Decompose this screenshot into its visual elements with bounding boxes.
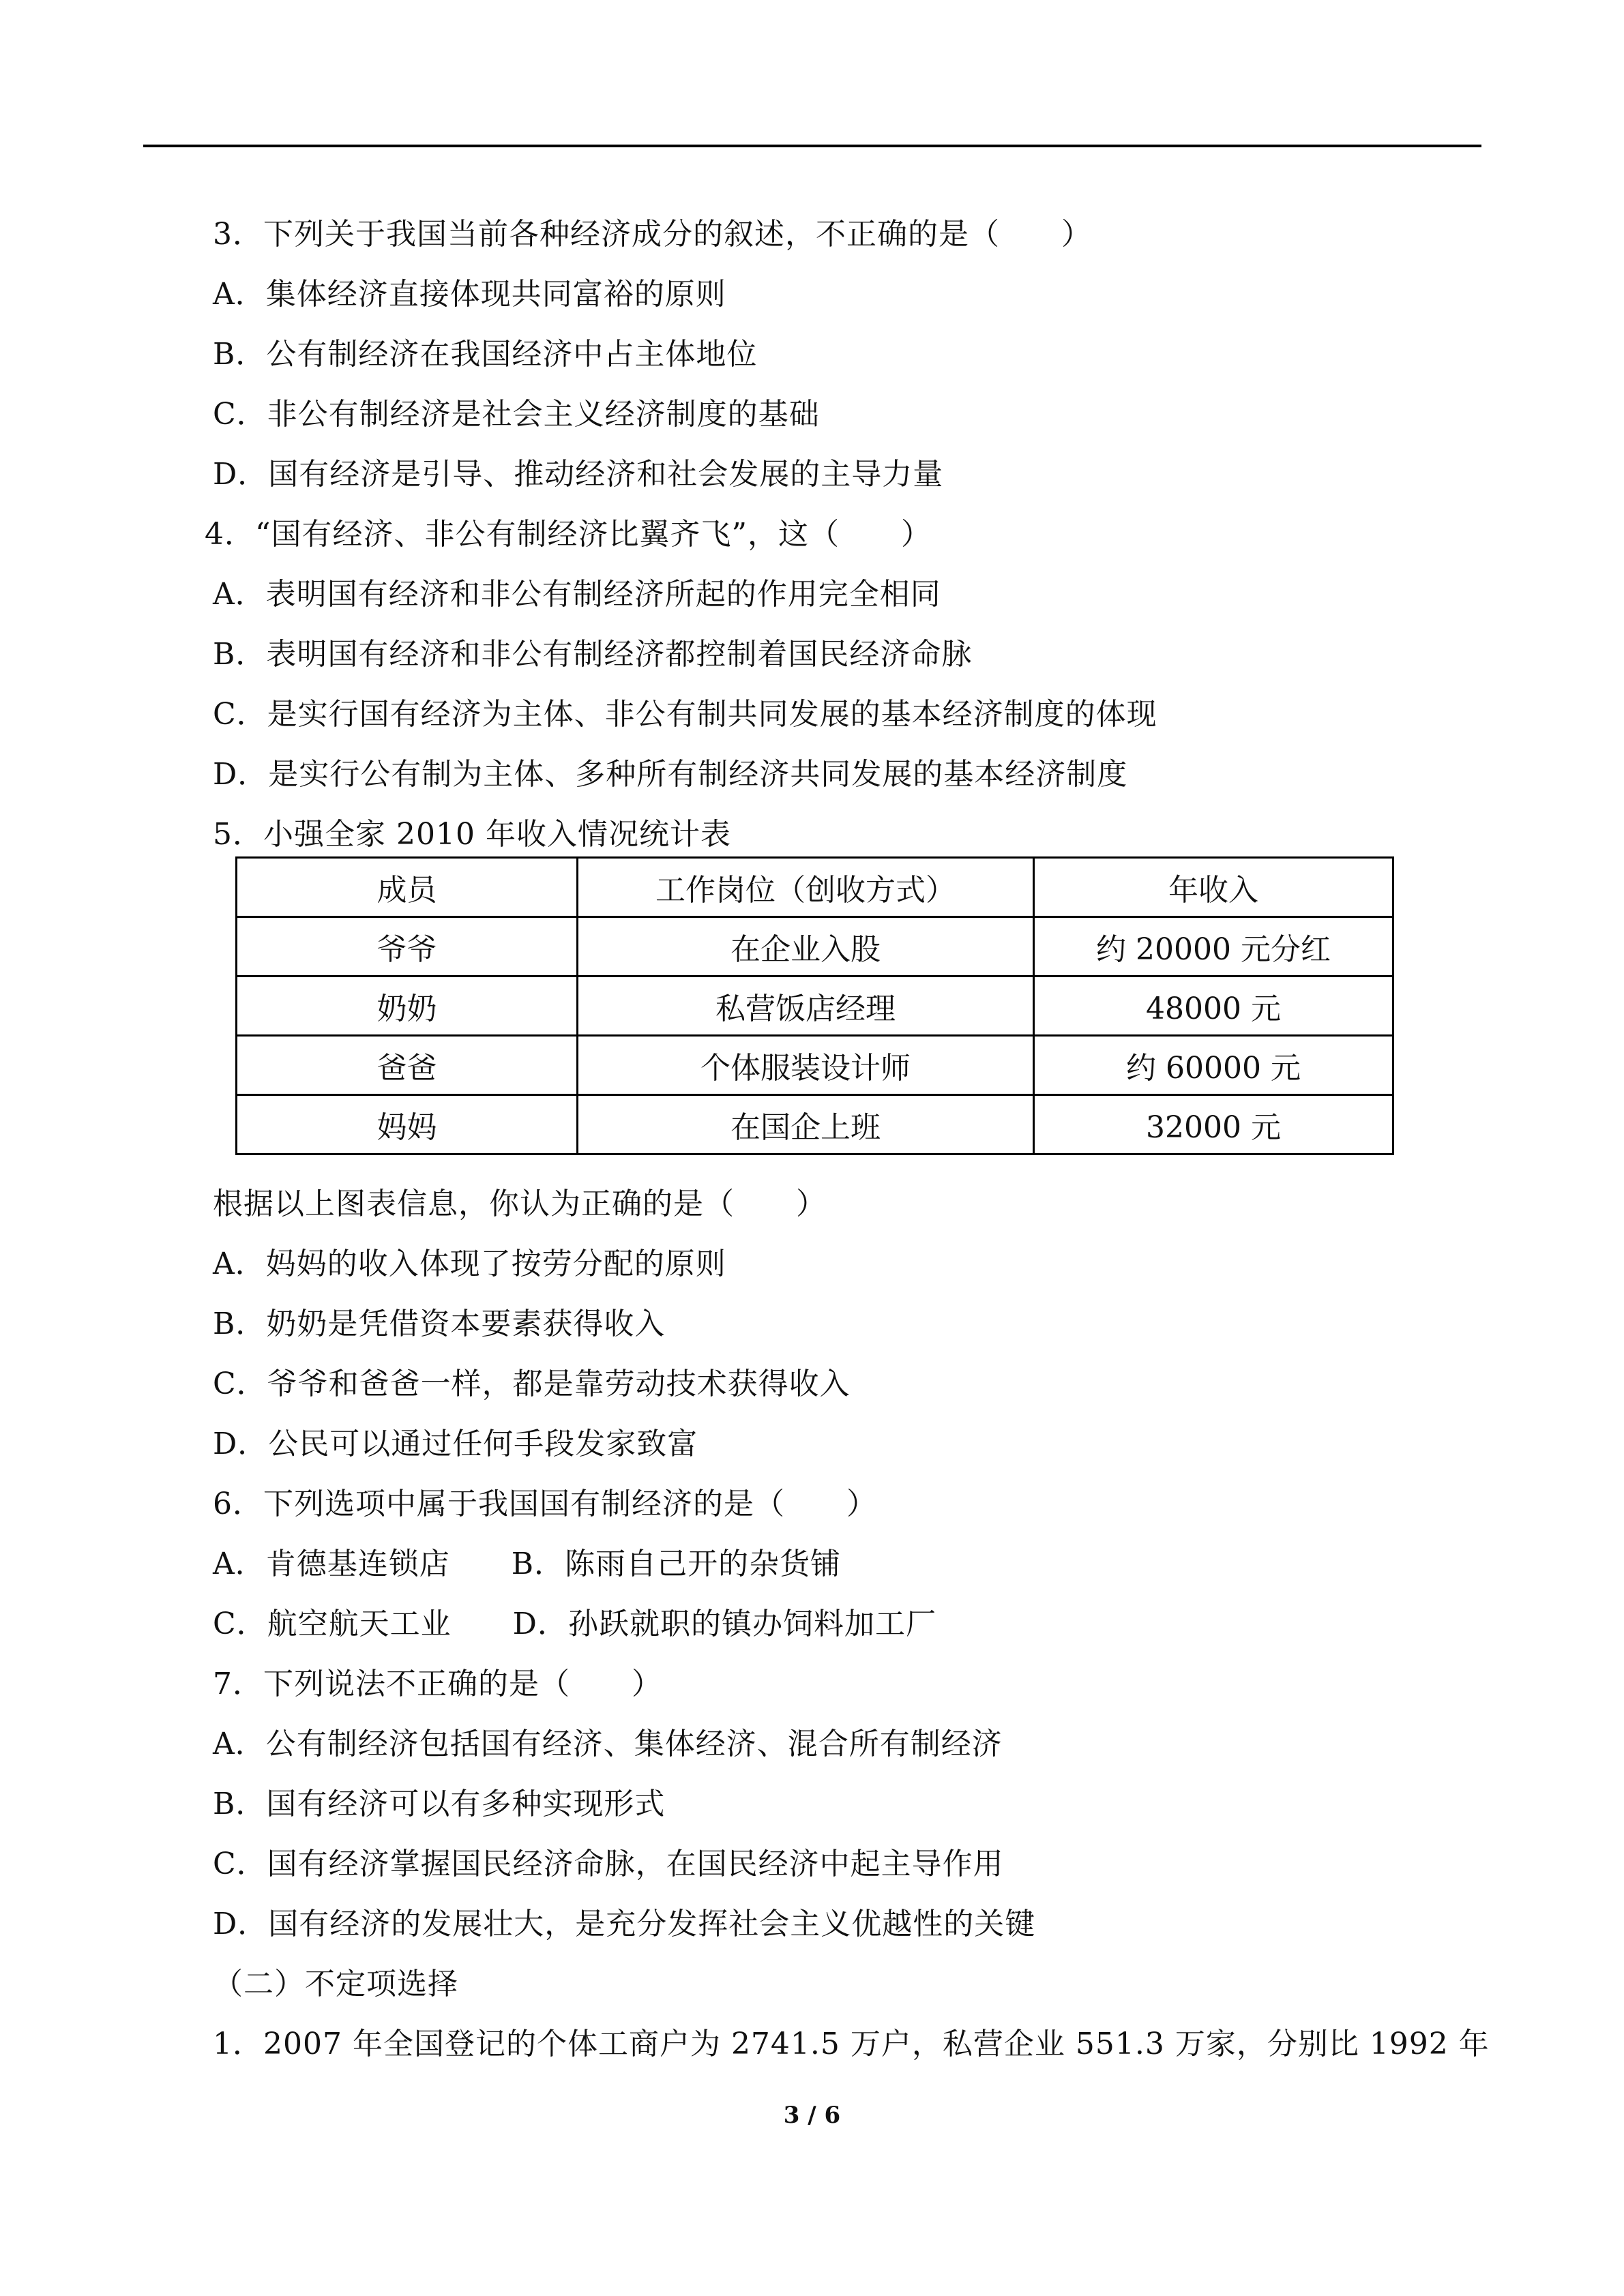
table-cell: 约 60000 元 [1034,1036,1393,1095]
table-header-cell: 年收入 [1034,858,1393,917]
table-cell: 约 20000 元分红 [1034,917,1393,976]
table-cell: 32000 元 [1034,1095,1393,1154]
q5-question: 根据以上图表信息，你认为正确的是（ ） [213,1187,827,1221]
income-table [235,856,1394,1155]
table-cell: 在企业入股 [578,917,1034,976]
table-cell: 私营饭店经理 [578,976,1034,1036]
q4-option-d: D．是实行公有制为主体、多种所有制经济共同发展的基本经济制度 [213,757,1128,792]
q4-option-b: B．表明国有经济和非公有制经济都控制着国民经济命脉 [213,637,973,672]
q5-option-c: C．爷爷和爸爸一样，都是靠劳动技术获得收入 [213,1367,851,1401]
q7-option-c: C．国有经济掌握国民经济命脉，在国民经济中起主导作用 [213,1847,1004,1881]
q6-options-ab: A．肯德基连锁店 B．陈雨自己开的杂货铺 [213,1547,842,1581]
q7-stem: 7．下列说法不正确的是（ ） [213,1667,662,1701]
table-header-row [237,858,1393,917]
q6-options-cd: C．航空航天工业 D．孙跃就职的镇办饲料加工厂 [213,1607,936,1641]
q7-option-d: D．国有经济的发展壮大，是充分发挥社会主义优越性的关键 [213,1907,1036,1941]
q7-option-b: B．国有经济可以有多种实现形式 [213,1787,666,1821]
table-cell: 48000 元 [1034,976,1393,1036]
section-heading: （二）不定项选择 [213,1967,458,2001]
q5-option-b: B．奶奶是凭借资本要素获得收入 [213,1307,666,1341]
q4-stem: 4．“国有经济、非公有制经济比翼齐飞”，这（ ） [205,517,932,552]
table-cell: 爸爸 [237,1036,578,1095]
table-row [237,1036,1393,1095]
table-row [237,976,1393,1036]
table-cell: 妈妈 [237,1095,578,1154]
header-rule [143,145,1481,147]
q3-option-d: D．国有经济是引导、推动经济和社会发展的主导力量 [213,457,944,492]
q4-option-a: A．表明国有经济和非公有制经济所起的作用完全相同 [213,577,941,612]
q3-option-c: C．非公有制经济是社会主义经济制度的基础 [213,397,820,432]
page-number: 3 / 6 [783,2102,841,2129]
table-cell: 奶奶 [237,976,578,1036]
table-cell: 个体服装设计师 [578,1036,1034,1095]
q5-option-d: D．公民可以通过任何手段发家致富 [213,1427,698,1461]
q4-option-c: C．是实行国有经济为主体、非公有制共同发展的基本经济制度的体现 [213,697,1157,732]
q3-stem: 3．下列关于我国当前各种经济成分的叙述，不正确的是（ ） [213,217,1092,252]
table-row [237,1095,1393,1154]
q7-option-a: A．公有制经济包括国有经济、集体经济、混合所有制经济 [213,1727,1003,1761]
table-cell: 爷爷 [237,917,578,976]
section2-q1-stem: 1．2007 年全国登记的个体工商户为 2741.5 万户，私营企业 551.3 万家，分别比 1992 年 [213,2027,1490,2061]
table-header-cell: 成员 [237,858,578,917]
q3-option-b: B．公有制经济在我国经济中占主体地位 [213,337,758,372]
q5-stem: 5．小强全家 2010 年收入情况统计表 [213,817,731,852]
q3-option-a: A．集体经济直接体现共同富裕的原则 [213,277,726,312]
q5-option-a: A．妈妈的收入体现了按劳分配的原则 [213,1247,726,1281]
table-row [237,917,1393,976]
table-header-cell: 工作岗位（创收方式） [578,858,1034,917]
table-cell: 在国企上班 [578,1095,1034,1154]
q6-stem: 6．下列选项中属于我国国有制经济的是（ ） [213,1487,877,1521]
